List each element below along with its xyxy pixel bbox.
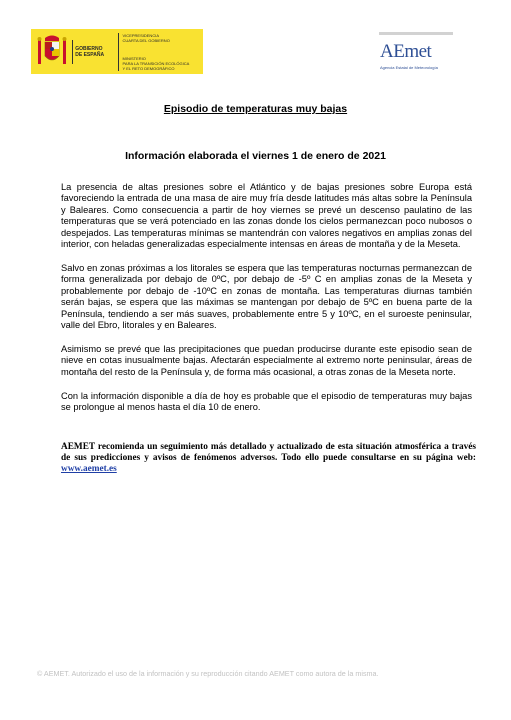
- government-logo-banner: [31, 29, 203, 74]
- aemet-logo: [379, 32, 453, 74]
- body-text: [61, 182, 472, 426]
- gobierno-de-espana-label: GOBIERNO DE ESPAÑA: [72, 40, 114, 64]
- ministry-label: [118, 33, 203, 71]
- aemet-logo-bar: [379, 32, 453, 35]
- paragraph-1: La presencia de altas presiones sobre el Atlántico y de bajas presiones sobre Europa está favoreciendo la entrada de una masa de aire muy fría desde latitudes más altas sobre la Península y Baleares. Como consecuencia a partir de hoy viernes se prevé un descenso paulatino de las temperaturas que se verá potenciado en las zonas donde los cielos permanezcan poco nubosos o despejados. Las temperaturas mínimas se mantendrán con valores negativos en amplias zonas del interior, con heladas generalizadas especialmente intensas en áreas de montaña y de la Meseta.: [61, 182, 472, 250]
- recommendation-notice: [61, 442, 476, 476]
- copyright-footer: © AEMET. Autorizado el uso de la información y su reproducción citando AEMET como autora de la misma.: [37, 669, 379, 678]
- page-title: Episodio de temperaturas muy bajas: [163, 103, 348, 115]
- vicepresidencia-text: VICEPRESIDENCIA CUARTA DEL GOBIERNO: [122, 32, 170, 43]
- aemet-website-link[interactable]: www.aemet.es: [61, 464, 117, 475]
- paragraph-2: Salvo en zonas próximas a los litorales se espera que las temperaturas nocturnas permanezcan de forma generalizada por debajo de 0ºC, por debajo de -5º C en amplias zonas de la Meseta y probablemente por debajo de -10ºC en zonas de montaña. Las temperaturas diurnas también serán bajas, se espera que las máximas se mantengan por debajo de 5ºC en buena parte de la Península, tendiendo a ser más suaves, probablemente entre 5 y 10ºC, en el suroeste peninsular, valle del Ebro, litorales y en Baleares.: [61, 262, 472, 330]
- notice-text: AEMET recomienda un seguimiento más detallado y actualizado de esta situación atmosférica a través de sus predicciones y avisos de fenómenos adversos. Todo ello puede consultarse en su página web:: [61, 442, 476, 464]
- paragraph-4: Con la información disponible a día de hoy es probable que el episodio de temperaturas muy bajas se prolongue al menos hasta el día 10 de enero.: [61, 390, 472, 412]
- paragraph-3: Asimismo se prevé que las precipitaciones que puedan producirse durante este episodio sean de nieve en cotas inusualmente bajas. Afectarán especialmente al extremo norte peninsular, áreas de montaña del resto de la Península y, de forma más ocasional, a otras zonas de la Meseta norte.: [61, 343, 472, 377]
- page-subtitle: Información elaborada el viernes 1 de enero de 2021: [125, 150, 386, 162]
- aemet-logo-subtitle: Agencia Estatal de Meteorología: [380, 65, 438, 70]
- aemet-logo-word: AEmet: [380, 41, 432, 62]
- coat-of-arms-icon: [31, 29, 70, 74]
- ministry-text: MINISTERIO PARA LA TRANSICIÓN ECOLÓGICA Y EL RETO DEMOGRÁFICO: [122, 55, 190, 71]
